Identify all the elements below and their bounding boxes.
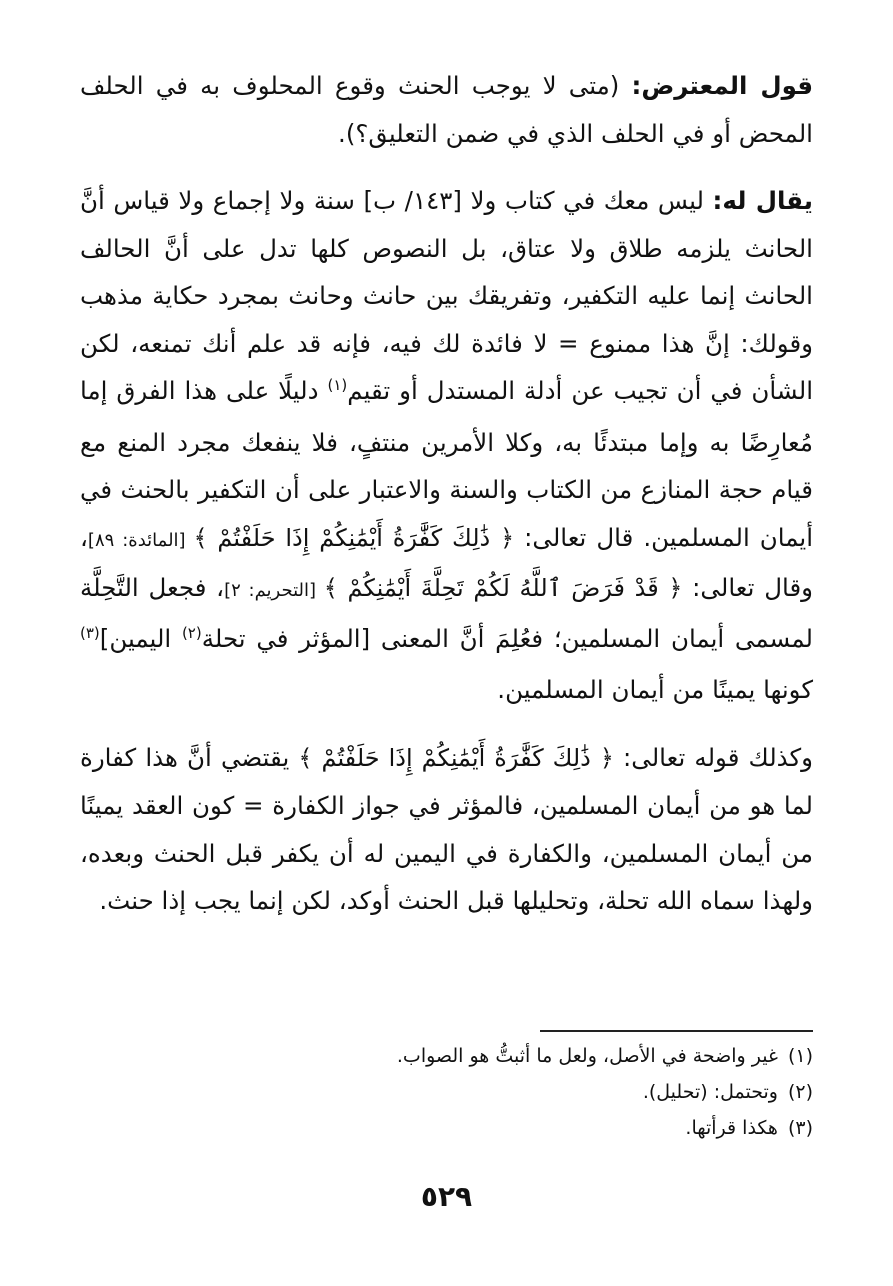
- paragraph-text: اليمين]: [99, 623, 182, 653]
- footnote-marker: (٣): [80, 623, 100, 642]
- footnote-text: غير واضحة في الأصل، ولعل ما أثبتُّ هو الصواب.: [396, 1045, 778, 1067]
- footnote-divider: [540, 1030, 813, 1032]
- paragraph-expiation: [80, 734, 813, 925]
- footnote-marker: (١): [327, 376, 348, 394]
- quran-verse: ﴿ قَدْ فَرَضَ ٱللَّهُ لَكُمْ تَحِلَّةَ أَيْمَٰنِكُمْ ﴾: [323, 574, 683, 602]
- paragraph-text: (متى لا يوجب الحنث وقوع المحلوف به في الحلف المحض أو في الحلف الذي في ضمن التعليق؟).: [80, 71, 813, 148]
- verse-reference: [التحريم: ٢]: [224, 580, 324, 601]
- footnote-marker: (٢): [181, 623, 202, 642]
- quran-verse: ﴿ ذَٰلِكَ كَفَّٰرَةُ أَيْمَٰنِكُمْ إِذَا حَلَفْتُمْ ﴾: [298, 743, 614, 772]
- footnote-item: [80, 1074, 813, 1110]
- paragraph-text: ، وقال تعالى:: [80, 522, 814, 602]
- quran-verse: ﴿ ذَٰلِكَ كَفَّٰرَةُ أَيْمَٰنِكُمْ إِذَا حَلَفْتُمْ ﴾: [193, 523, 515, 552]
- paragraph-lead: قول المعترض:: [631, 71, 813, 100]
- footnote-number: (٣): [787, 1117, 813, 1139]
- paragraph-text: ، فجعل التَّحِلَّة لمسمى أيمان المسلمين؛ فعُلِمَ أنَّ المعنى [المؤثر في تحلة: [80, 573, 813, 653]
- footnote-text: هكذا قرأتها.: [685, 1117, 778, 1139]
- footnote-number: (٢): [787, 1081, 813, 1103]
- footnote-text: وتحتمل: (تحليل).: [642, 1081, 778, 1103]
- paragraph-text: دليلًا على هذا الفرق إما مُعارِضًا به وإما مبتدئًا به، وكلا الأمرين منتفٍ، فلا ينفعك مجرد المنع مع قيام حجة المنازع من الكتاب والسنة والاعتبار على أن التكفير بالحنث في أيمان المسلمين. قال تعالى:: [80, 376, 813, 552]
- paragraph-text: كونها يمينًا من أيمان المسلمين.: [497, 675, 813, 704]
- paragraph-lead: يقال له:: [712, 186, 813, 215]
- paragraph-text: وكذلك قوله تعالى:: [613, 742, 814, 772]
- footnote-item: [80, 1110, 813, 1146]
- footnote-item: [80, 1038, 813, 1074]
- footnotes: [80, 1038, 813, 1146]
- paragraph-response: [80, 177, 813, 714]
- paragraph-objection: [80, 62, 813, 157]
- footnote-number: (١): [787, 1045, 813, 1067]
- page-number: ٥٢٩: [420, 1180, 473, 1213]
- paragraph-text: ليس معك في كتاب ولا [١٤٣/ ب] سنة ولا إجماع ولا قياس أنَّ الحانث يلزمه طلاق ولا عتاق، بل النصوص كلها تدل على أنَّ الحالف الحانث إنما عليه التكفير، وتفريقك بين حانث وحانث بمجرد حكاية مذهب وقولك: إنَّ هذا ممنوع = لا فائدة لك فيه، فإنه قد علم أنك تمنعه، لكن الشأن في أن تجيب عن أدلة المستدل أو تقيم: [80, 186, 814, 405]
- verse-reference: [المائدة: ٨٩]: [87, 529, 194, 551]
- paragraph-text: يقتضي أنَّ هذا كفارة لما هو من أيمان المسلمين، فالمؤثر في جواز الكفارة = كون العقد يمينًا من أيمان المسلمين، والكفارة في اليمين له أن يكفر قبل الحنث وبعده، ولهذا سماه الله تحلة، وتحليلها قبل الحنث أوكد، لكن إنما يجب إذا حنث.: [80, 742, 813, 915]
- page-body: [80, 62, 813, 925]
